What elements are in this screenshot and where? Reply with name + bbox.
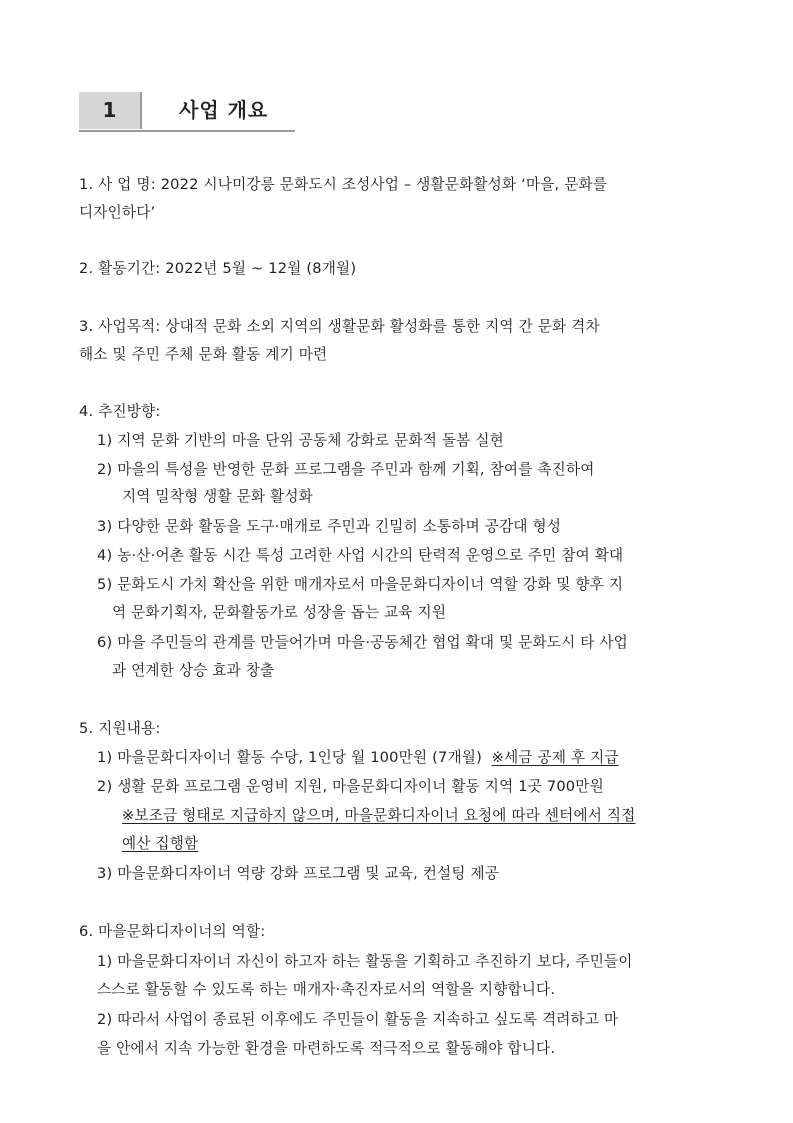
direction-item-2: 2) 마을의 특성을 반영한 문화 프로그램을 주민과 함께 기획, 참여를 촉진하여 [97, 461, 595, 478]
tax-note: ※세금 공제 후 지급 [491, 749, 619, 766]
purpose-line-1: 3. 사업목적: 상대적 문화 소외 지역의 생활문화 활성화를 통한 지역 간 문화 격차 [79, 318, 600, 335]
subsidy-note-line-1: ※보조금 형태로 지급하지 않으며, 마을문화디자이너 요청에 따라 센터에서 직접 [122, 807, 636, 824]
role-item-1: 1) 마을문화디자이너 자신이 하고자 하는 활동을 기획하고 추진하기 보다, 주민들이 [97, 953, 633, 970]
section-underline [79, 130, 295, 132]
role-item-1-cont: 스스로 활동할 수 있도록 하는 매개자·촉진자로서의 역할을 지향합니다. [97, 981, 556, 998]
support-heading: 5. 지원내용: [79, 720, 161, 737]
direction-item-6-cont: 과 연계한 상승 효과 창출 [112, 662, 275, 679]
role-heading: 6. 마을문화디자이너의 역할: [79, 923, 266, 940]
direction-item-3: 3) 다양한 문화 활동을 도구·매개로 주민과 긴밀히 소통하며 공감대 형성 [97, 518, 562, 535]
direction-item-5: 5) 문화도시 가치 확산을 위한 매개자로서 마을문화디자이너 역할 강화 및 향후 지 [97, 576, 624, 593]
direction-heading: 4. 추진방향: [79, 403, 161, 420]
activity-period: 2. 활동기간: 2022년 5월 ~ 12월 (8개월) [79, 260, 357, 277]
direction-item-2-cont: 지역 밀착형 생활 문화 활성화 [122, 488, 313, 505]
direction-item-6: 6) 마을 주민들의 관계를 만들어가며 마을·공동체간 협업 확대 및 문화도시 타 사업 [97, 634, 628, 651]
role-item-2: 2) 따라서 사업이 종료된 이후에도 주민들이 활동을 지속하고 싶도록 격려하고 마 [97, 1011, 619, 1028]
project-name-line-1: 1. 사 업 명: 2022 시나미강릉 문화도시 조성사업 – 생활문화활성화 ‘마을, 문화를 [79, 176, 608, 193]
section-number: 1 [79, 92, 142, 129]
direction-item-1: 1) 지역 문화 기반의 마을 단위 공동체 강화로 문화적 돌봄 실현 [97, 432, 504, 449]
support-item-1 [97, 748, 619, 768]
subsidy-note-line-2: 예산 집행함 [122, 835, 199, 852]
support-item-2: 2) 생활 문화 프로그램 운영비 지원, 마을문화디자이너 활동 지역 1곳 700만원 [97, 778, 604, 795]
support-item-1-text: 1) 마을문화디자이너 활동 수당, 1인당 월 100만원 (7개월) [97, 749, 482, 766]
role-item-2-cont: 을 안에서 지속 가능한 환경을 마련하도록 적극적으로 활동해야 합니다. [97, 1040, 556, 1057]
purpose-line-2: 해소 및 주민 주체 문화 활동 계기 마련 [79, 346, 328, 363]
section-header [79, 92, 295, 132]
project-name-line-2: 디자인하다’ [79, 204, 156, 221]
direction-item-5-cont: 역 문화기획자, 문화활동가로 성장을 돕는 교육 지원 [112, 604, 447, 621]
section-title: 사업 개요 [179, 98, 269, 122]
direction-item-4: 4) 농·산·어촌 활동 시간 특성 고려한 사업 시간의 탄력적 운영으로 주민 참여 확대 [97, 547, 624, 564]
support-item-3: 3) 마을문화디자이너 역량 강화 프로그램 및 교육, 컨설팅 제공 [97, 865, 500, 882]
